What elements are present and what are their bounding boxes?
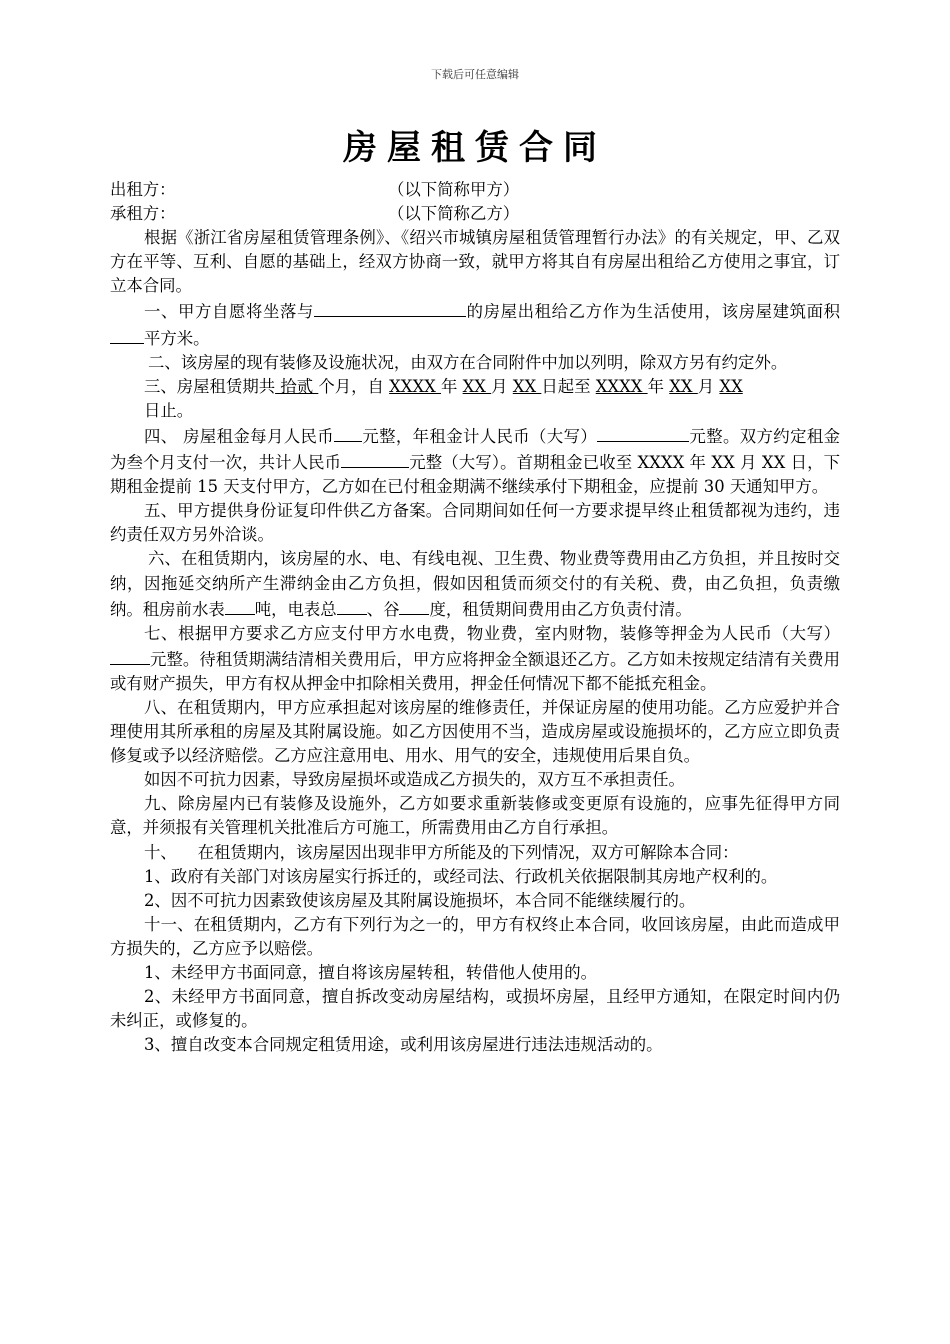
clause-11: 十一、在租赁期内，乙方有下列行为之一的，甲方有权终止本合同，收回该房屋，由此而造成甲方损失的，乙方应予以赔偿。 — [110, 914, 840, 958]
clause-6-text-d: 度，租赁期间费用由乙方负责付清。 — [429, 599, 692, 619]
address-blank — [314, 298, 466, 317]
area-blank — [110, 325, 144, 344]
clause-6-text-c: 、谷 — [366, 599, 400, 619]
clause-11-item-1: 1、未经甲方书面同意，擅自将该房屋转租，转借他人使用的。 — [144, 963, 597, 982]
lessee-abbr: （以下简称乙方） — [388, 204, 520, 224]
clause-6 — [110, 547, 840, 621]
contract-body — [110, 178, 840, 1057]
quarter-rent-blank — [341, 449, 409, 468]
end-year: XXXX — [595, 376, 648, 396]
electric-valley-blank — [399, 596, 429, 615]
annual-rent-blank — [597, 423, 689, 442]
lessor-label: 出租方： — [110, 180, 176, 199]
party-lessor — [110, 178, 840, 202]
deposit-blank — [110, 646, 150, 665]
contract-title: 房屋租赁合同 — [343, 128, 607, 168]
clause-3-text-b: 个月，自 — [318, 376, 390, 396]
clause-1 — [110, 298, 840, 350]
clause-4-text-b: 元整，年租金计人民币（大写） — [362, 426, 598, 446]
clause-8: 八、在租赁期内，甲方应承担起对该房屋的维修责任，并保证房屋的使用功能。乙方应爱护并合理使用其所承租的房屋及其附属设施。如乙方因使用不当，造成房屋或设施损坏的，乙方应立即负责修复或予以经济赔偿。乙方应注意用电、用水、用气的安全，违规使用后果自负。 — [110, 697, 840, 766]
clause-1-text-b: 的房屋出租给乙方作为生活使用，该房屋建筑面积 — [466, 302, 840, 322]
clause-3-year-word: 年 — [441, 376, 463, 396]
lessor-abbr: （以下简称甲方） — [388, 180, 520, 199]
clause-4 — [110, 423, 840, 499]
clause-10-item-2: 2、因不可抗力因素致使该房屋及其附属设施损坏，本合同不能继续履行的。 — [144, 890, 696, 910]
clause-3-text-a: 三、房屋租赁期共 — [144, 376, 276, 396]
clause-8-force-majeure: 如因不可抗力因素，导致房屋损坏或造成乙方损失的，双方互不承担责任。 — [144, 770, 685, 790]
clause-3-from-word: 日起至 — [541, 376, 596, 396]
clause-7 — [110, 622, 840, 696]
clause-3-month-word: 月 — [491, 376, 513, 396]
clause-3-month-word-2: 月 — [697, 376, 720, 396]
clause-3 — [110, 375, 840, 423]
clause-6-text-b: 吨，电表总 — [254, 599, 337, 619]
clause-2: 二、该房屋的现有装修及设施状况，由双方在合同附件中加以列明，除双方另有约定外。 — [148, 352, 788, 372]
end-month: XX — [669, 376, 698, 396]
clause-7-text-b: 元整。待租赁期满结清相关费用后，甲方应将押金全额退还乙方。乙方如未按规定结清有关费用或有财产损失，甲方有权从押金中扣除相关费用，押金任何情况下都不能抵充租金。 — [110, 649, 840, 693]
clause-9: 九、除房屋内已有装修及设施外，乙方如要求重新装修或变更原有设施的，应事先征得甲方同意，并须报有关管理机关批准后方可施工，所需费用由乙方自行承担。 — [110, 794, 840, 838]
clause-1-text-c: 平方米。 — [144, 328, 210, 348]
start-day: XX — [512, 376, 542, 396]
page-header-note: 下载后可任意编辑 — [431, 68, 519, 81]
end-day: XX — [719, 376, 743, 396]
clause-4-text-c: 元整。双方约定租金为叁个月支付一次，共计人民币 — [110, 426, 840, 473]
monthly-rent-blank — [334, 423, 362, 442]
intro-paragraph: 根据《浙江省房屋租赁管理条例》、《绍兴市城镇房屋租赁管理暂行办法》的有关规定，甲、乙双方在平等、互利、自愿的基础上，经双方协商一致，就甲方将其自有房屋出租给乙方使用之事宜，订立本合同。 — [110, 228, 840, 296]
start-year: XXXX — [389, 376, 441, 396]
clause-1-text-a: 一、甲方自愿将坐落与 — [144, 302, 314, 322]
clause-4-text-d: 元整（大写）。首期租金已收至 XXXX 年 XX 月 XX 日，下期租金提前 15 天支付甲方，乙方如在已付租金期满不继续承付下期租金，应提前 30 天通知甲方。 — [110, 453, 840, 497]
clause-10: 十、 在租赁期内，该房屋因出现非甲方所能及的下列情况，双方可解除本合同： — [144, 842, 739, 862]
clause-4-text-a: 四、 房屋租金每月人民币 — [144, 426, 335, 446]
start-month: XX — [462, 376, 492, 396]
lessee-label: 承租方： — [110, 204, 176, 224]
clause-10-item-1: 1、政府有关部门对该房屋实行拆迁的，或经司法、行政机关依据限制其房地产权利的。 — [144, 866, 778, 886]
water-meter-blank — [225, 596, 255, 615]
clause-3-end: 日止。 — [144, 400, 194, 420]
party-lessee — [110, 202, 840, 226]
clause-3-year-word-2: 年 — [647, 376, 670, 396]
clause-11-item-2: 2、未经甲方书面同意，擅自拆改变动房屋结构，或损坏房屋，且经甲方通知，在限定时间内仍未纠正，或修复的。 — [110, 987, 840, 1031]
electric-total-blank — [337, 596, 367, 615]
clause-6-text-a: 六、在租赁期内，该房屋的水、电、有线电视、卫生费、物业费等费用由乙方负担，并且按时交纳，因拖延交纳所产生滞纳金由乙方负担，假如因租赁而须交付的有关税、费，由乙负担，负责缴纳。租房前水表 — [110, 549, 840, 619]
clause-7-text-a: 七、根据甲方要求乙方应支付甲方水电费，物业费，室内财物，装修等押金为人民币（大写） — [144, 623, 840, 643]
clause-5: 五、甲方提供身份证复印件供乙方备案。合同期间如任何一方要求提早终止租赁都视为违约，违约责任双方另外洽谈。 — [110, 501, 840, 545]
clause-11-item-3: 3、擅自改变本合同规定租赁用途，或利用该房屋进行违法违规活动的。 — [144, 1035, 663, 1055]
lease-term: 拾贰 — [275, 376, 319, 396]
